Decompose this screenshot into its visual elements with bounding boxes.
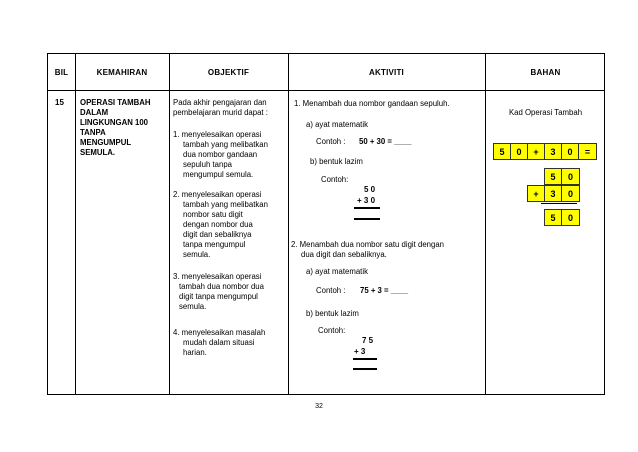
stack-card-middle xyxy=(527,185,580,202)
objective-line: 2. menyelesaikan operasi xyxy=(173,190,262,199)
activity-2-title xyxy=(291,240,485,260)
row-divider xyxy=(48,90,604,91)
sum-underline xyxy=(354,207,380,209)
skill-line: LINGKUNGAN 100 xyxy=(80,118,149,127)
header-objektif: OBJEKTIF xyxy=(207,67,250,77)
objective-item-4 xyxy=(173,328,287,358)
objective-line: sepuluh tanpa xyxy=(183,160,232,169)
objective-line: semula. xyxy=(179,302,207,311)
objective-line: 1. menyelesaikan operasi xyxy=(173,130,262,139)
skill-line: SEMULA. xyxy=(80,148,116,157)
card-plus: + xyxy=(528,144,545,159)
activity-1-sum-bottom: + 3 0 xyxy=(357,196,376,205)
activity-1-b-contoh: Contoh: xyxy=(321,175,349,184)
activity-1-title: 1. Menambah dua nombor gandaan sepuluh. xyxy=(294,99,450,108)
objective-line: Pada akhir pengajaran dan xyxy=(173,98,267,107)
objective-intro xyxy=(173,98,287,118)
header-kemahiran: KEMAHIRAN xyxy=(96,67,148,77)
objective-line: tambah yang melibatkan xyxy=(183,200,268,209)
column-divider xyxy=(75,54,76,394)
row-number: 15 xyxy=(55,98,64,107)
objective-line: harian. xyxy=(183,348,207,357)
objective-line: digit tanpa mengumpul xyxy=(179,292,258,301)
objective-line: nombor satu digit xyxy=(183,210,243,219)
objective-line: dengan nombor dua xyxy=(183,220,253,229)
skill-line: DALAM xyxy=(80,108,109,117)
activity-2-sum-top: 7 5 xyxy=(362,336,374,345)
activity-line: dua digit dan sebaliknya. xyxy=(301,250,387,259)
card-digit: 0 xyxy=(562,144,579,159)
objective-line: 3. menyelesaikan operasi xyxy=(173,272,262,281)
activity-1-b: b) bentuk lazim xyxy=(310,157,363,166)
card-digit: 0 xyxy=(567,171,573,182)
card-digit: 3 xyxy=(545,186,562,201)
objective-line: pembelajaran murid dapat : xyxy=(173,108,268,117)
card-digit: 5 xyxy=(545,210,562,225)
objective-item-3 xyxy=(173,272,287,312)
objective-line: semula. xyxy=(183,250,211,259)
skill-line: TANPA xyxy=(80,128,106,137)
column-divider xyxy=(485,54,486,394)
card-digit: 3 xyxy=(545,144,562,159)
activity-line: 2. Menambah dua nombor satu digit dengan xyxy=(291,240,445,249)
header-aktiviti: AKTIVITI xyxy=(369,67,404,77)
objective-line: tanpa mengumpul xyxy=(183,240,246,249)
skill-line: OPERASI TAMBAH xyxy=(80,98,151,107)
objective-item-2 xyxy=(173,190,287,260)
addition-card-row xyxy=(493,143,597,160)
objective-line: mudah dalam situasi xyxy=(183,338,255,347)
page-number: 32 xyxy=(315,403,323,410)
card-plus: + xyxy=(528,186,545,201)
skill-text xyxy=(80,98,168,158)
column-divider xyxy=(169,54,170,394)
skill-line: MENGUMPUL xyxy=(80,138,132,147)
activity-2-equation: 75 + 3 = ____ xyxy=(360,286,409,295)
objective-line: 4. menyelesaikan masalah xyxy=(173,328,266,337)
card-equals: = xyxy=(584,146,591,157)
activity-1-contoh-label: Contoh : xyxy=(316,137,346,146)
stack-card-top xyxy=(544,168,580,185)
activity-2-contoh-label: Contoh : xyxy=(316,286,346,295)
objective-line: dua nombor gandaan xyxy=(183,150,258,159)
card-sum-line xyxy=(541,203,577,204)
material-title: Kad Operasi Tambah xyxy=(508,108,583,117)
lesson-table xyxy=(47,53,605,395)
objective-line: mengumpul semula. xyxy=(183,170,254,179)
card-digit: 0 xyxy=(567,212,573,223)
activity-1-sum-top: 5 0 xyxy=(364,185,376,194)
sum-answer-line xyxy=(353,368,377,370)
objective-item-1 xyxy=(173,130,287,180)
card-digit: 5 xyxy=(545,169,562,184)
card-digit: 0 xyxy=(511,144,528,159)
objective-line: digit dan sebaliknya xyxy=(183,230,252,239)
sum-answer-line xyxy=(354,218,380,220)
header-bil: BIL xyxy=(54,67,69,77)
sum-underline xyxy=(353,358,377,360)
activity-2-b-contoh: Contoh: xyxy=(318,326,346,335)
activity-2-b: b) bentuk lazim xyxy=(306,309,359,318)
card-digit: 5 xyxy=(494,144,511,159)
objective-line: tambah yang melibatkan xyxy=(183,140,268,149)
card-digit: 0 xyxy=(567,188,573,199)
activity-2-sum-bottom: + 3 xyxy=(354,347,366,356)
activity-2-a: a) ayat matematik xyxy=(306,267,368,276)
activity-1-a: a) ayat matematik xyxy=(306,120,368,129)
header-bahan: BAHAN xyxy=(530,67,561,77)
stack-card-result xyxy=(544,209,580,226)
column-divider xyxy=(288,54,289,394)
objective-line: tambah dua nombor dua xyxy=(179,282,264,291)
activity-1-equation: 50 + 30 = ____ xyxy=(359,137,412,146)
